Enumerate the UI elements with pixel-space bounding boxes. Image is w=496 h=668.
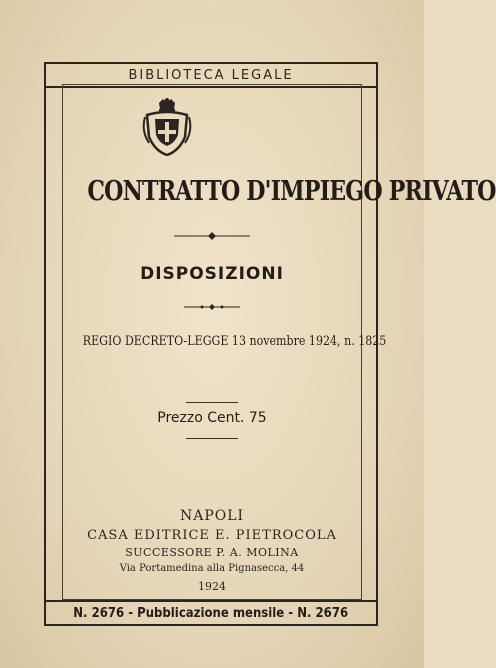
- decree-reference: REGIO DECRETO-LEGGE 13 novembre 1924, n. 1825: [82, 334, 387, 349]
- imprint-city: NAPOLI: [179, 508, 245, 524]
- imprint-publisher: CASA EDITRICE E. PIETROCOLA: [87, 528, 337, 543]
- subtitle: DISPOSIZIONI: [140, 264, 284, 284]
- issue-number: N. 2676 - Pubblicazione mensile - N. 2676: [73, 605, 349, 621]
- imprint-year: 1924: [198, 580, 226, 593]
- price-rule-bottom: [186, 438, 238, 439]
- footer-band: [46, 600, 376, 624]
- imprint-address: Via Portamedina alla Pignasecca, 44: [119, 563, 305, 574]
- price-rule-top: [186, 402, 238, 403]
- series-name: BIBLIOTECA LEGALE: [128, 67, 294, 83]
- book-title: CONTRATTO D'IMPIEGO PRIVATO: [87, 176, 496, 207]
- ornament-divider-icon: [174, 232, 250, 240]
- price: Prezzo Cent. 75: [157, 410, 267, 426]
- ornament-divider-icon: [184, 303, 240, 311]
- imprint-successor: SUCCESSORE P. A. MOLINA: [125, 546, 299, 559]
- royal-crest-icon: [141, 97, 193, 159]
